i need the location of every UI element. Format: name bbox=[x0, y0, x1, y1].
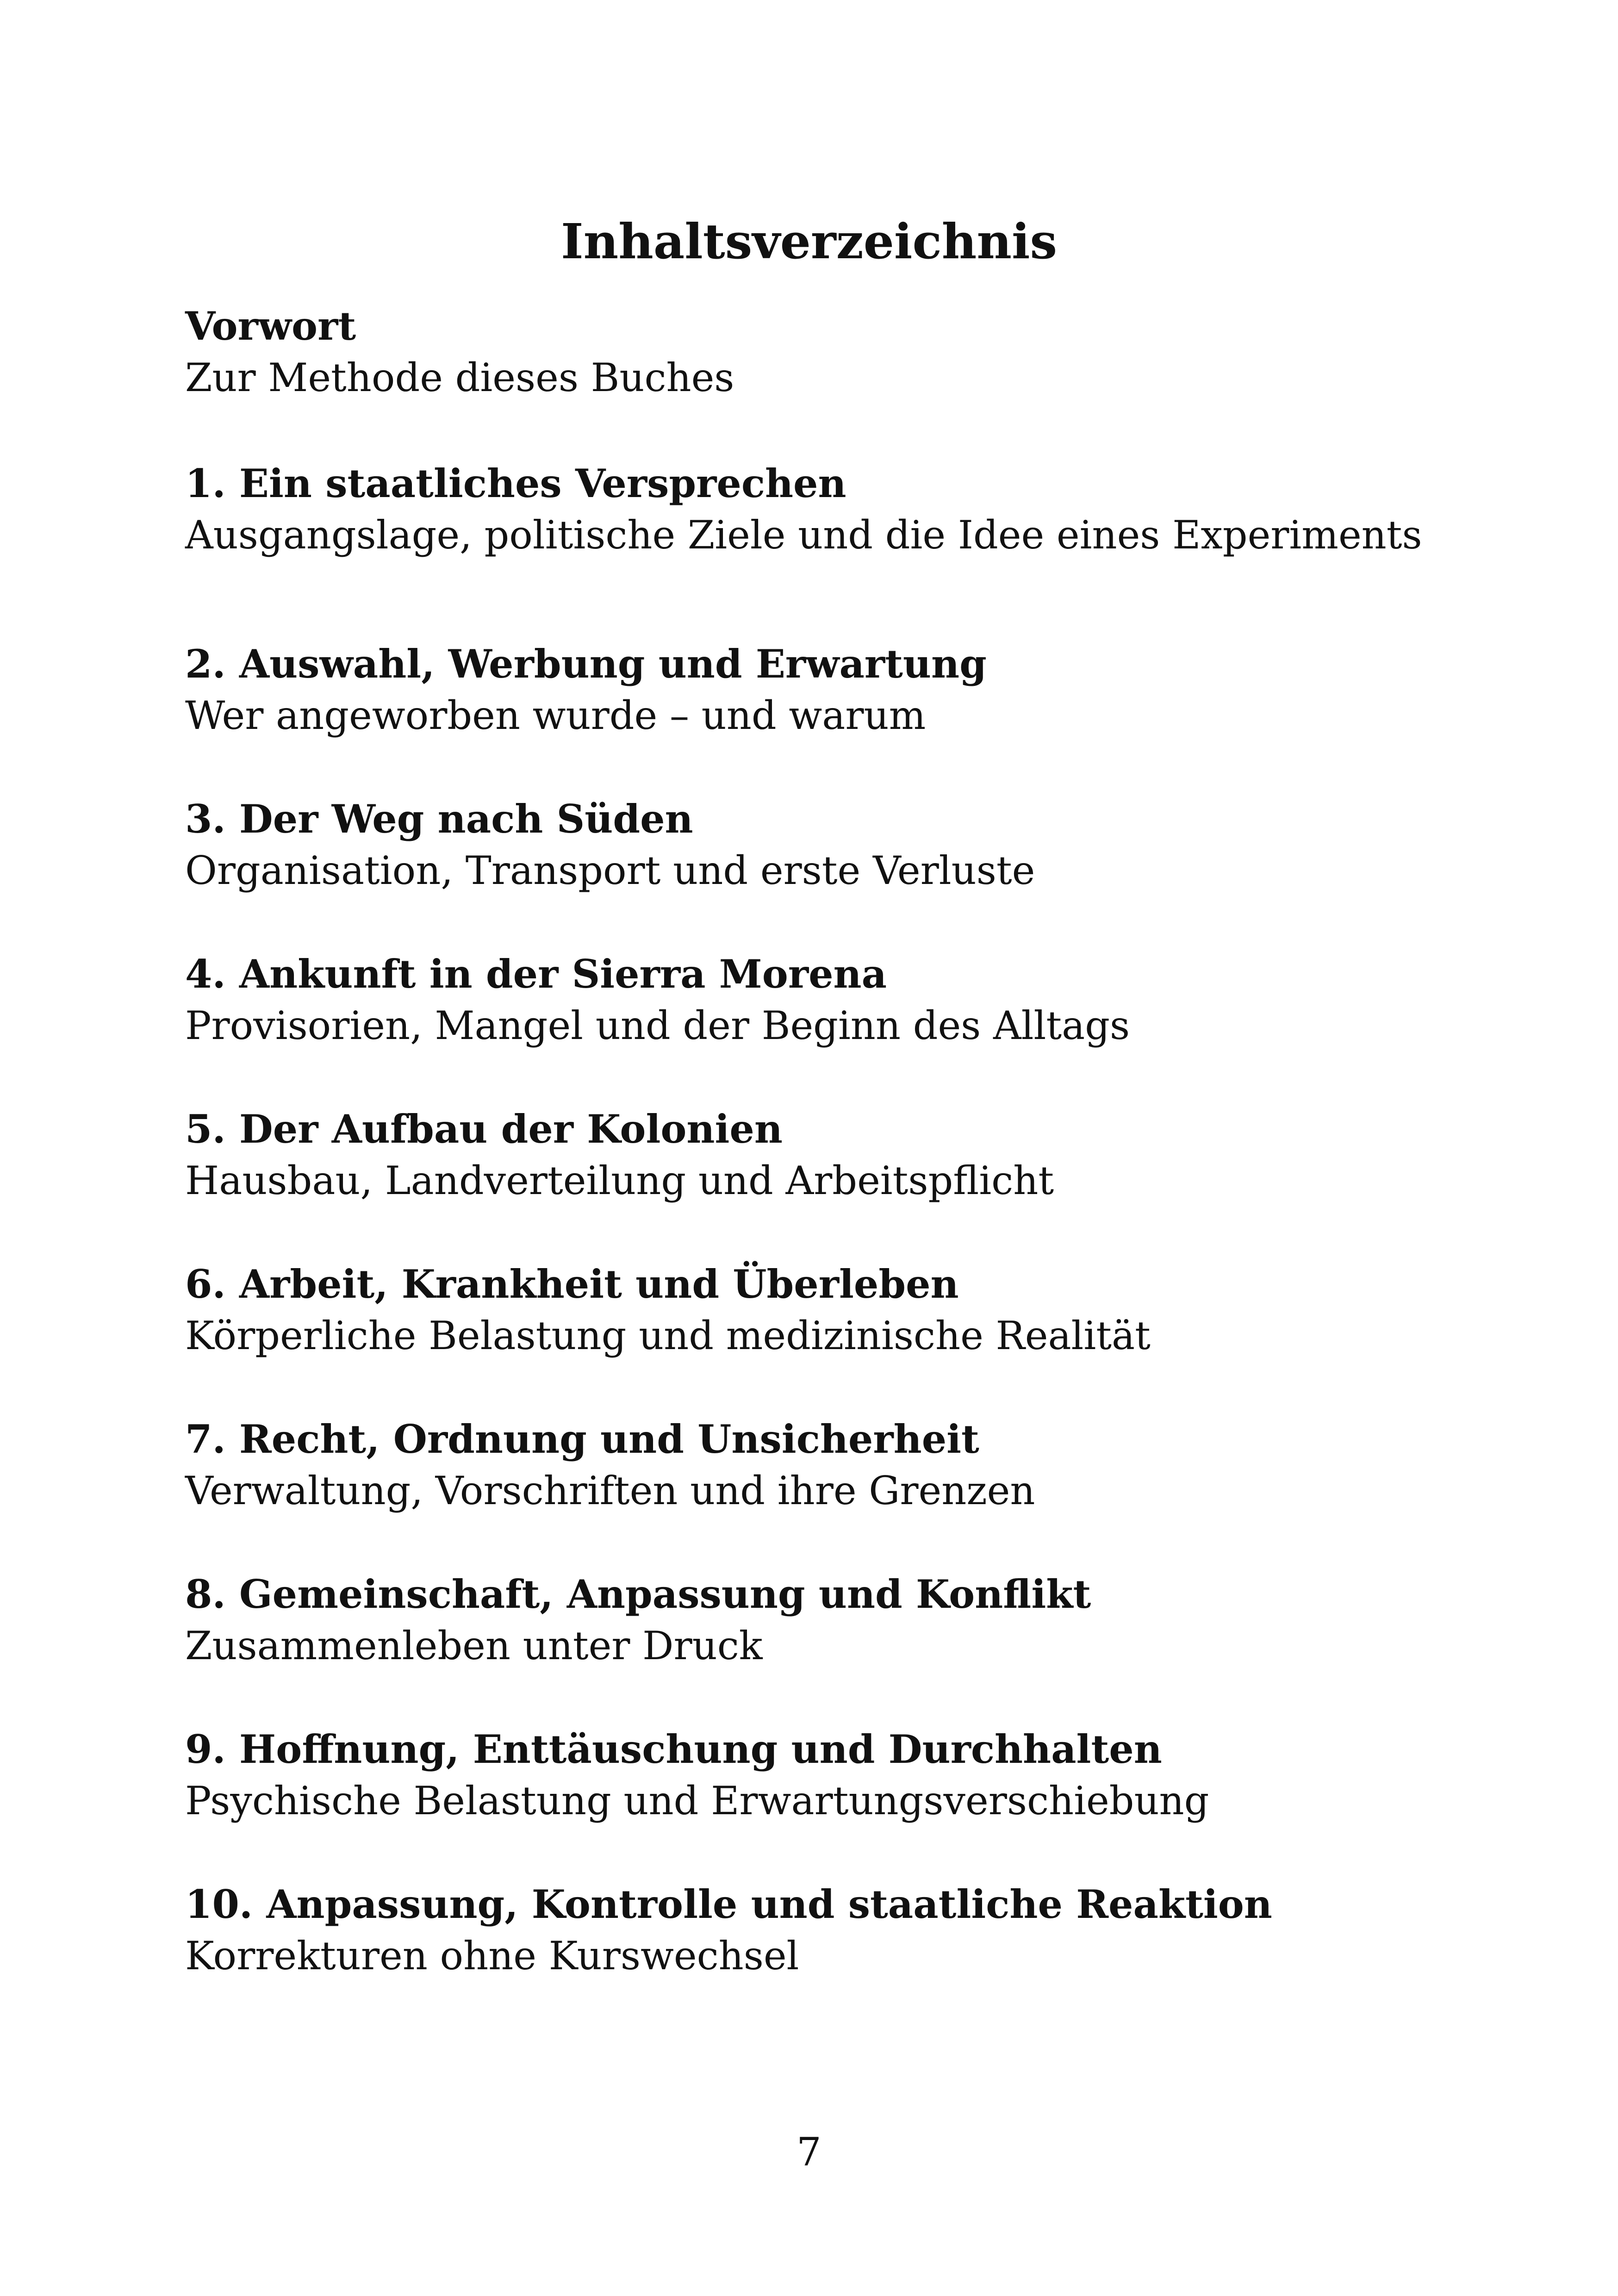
toc-entry-chapter-2[interactable] bbox=[185, 641, 1527, 742]
toc-entry-vorwort[interactable] bbox=[185, 303, 1527, 404]
page-number: 7 bbox=[797, 2129, 821, 2175]
toc-entry-heading: 8. Gemeinschaft, Anpassung und Konflikt bbox=[185, 1571, 1091, 1617]
toc-entry-heading: 9. Hoffnung, Enttäuschung und Durchhalten bbox=[185, 1726, 1162, 1772]
toc-entry-chapter-7[interactable] bbox=[185, 1416, 1527, 1517]
toc-entry-subtitle: Ausgangslage, politische Ziele und die Idee eines Experiments bbox=[185, 512, 1422, 558]
toc-entry-subtitle: Provisorien, Mangel und der Beginn des Alltags bbox=[185, 1002, 1130, 1048]
toc-entry-subtitle: Verwaltung, Vorschriften und ihre Grenzen bbox=[185, 1468, 1035, 1513]
toc-entry-heading: 6. Arbeit, Krankheit und Überleben bbox=[185, 1261, 959, 1307]
toc-entry-heading: 3. Der Weg nach Süden bbox=[185, 796, 693, 842]
toc-entry-subtitle: Wer angeworben wurde – und warum bbox=[185, 692, 926, 738]
toc-entry-heading: 5. Der Aufbau der Kolonien bbox=[185, 1106, 783, 1152]
toc-entry-subtitle: Hausbau, Landverteilung und Arbeitspflicht bbox=[185, 1157, 1054, 1203]
toc-entry-chapter-3[interactable] bbox=[185, 796, 1527, 897]
toc-entry-chapter-1[interactable] bbox=[185, 460, 1527, 561]
page-title: Inhaltsverzeichnis bbox=[560, 212, 1058, 270]
toc-entry-subtitle: Zusammenleben unter Druck bbox=[185, 1623, 763, 1668]
toc-entry-chapter-4[interactable] bbox=[185, 951, 1527, 1052]
toc-entry-chapter-9[interactable] bbox=[185, 1726, 1527, 1827]
toc-entry-subtitle: Organisation, Transport und erste Verluste bbox=[185, 847, 1035, 893]
toc-entry-subtitle: Psychische Belastung und Erwartungsverschiebung bbox=[185, 1778, 1209, 1823]
toc-entry-chapter-5[interactable] bbox=[185, 1106, 1527, 1207]
toc-entry-heading: 2. Auswahl, Werbung und Erwartung bbox=[185, 641, 987, 687]
toc-entry-subtitle: Zur Methode dieses Buches bbox=[185, 355, 734, 400]
toc-entry-chapter-8[interactable] bbox=[185, 1571, 1527, 1672]
toc-entry-heading: Vorwort bbox=[185, 303, 356, 349]
toc-entry-heading: 10. Anpassung, Kontrolle und staatliche Reaktion bbox=[185, 1881, 1272, 1927]
toc-entry-subtitle: Korrekturen ohne Kurswechsel bbox=[185, 1933, 799, 1979]
toc-entry-subtitle: Körperliche Belastung und medizinische Realität bbox=[185, 1313, 1151, 1358]
toc-entry-chapter-6[interactable] bbox=[185, 1261, 1527, 1362]
toc-entry-heading: 7. Recht, Ordnung und Unsicherheit bbox=[185, 1416, 979, 1462]
toc-entry-heading: 1. Ein staatliches Versprechen bbox=[185, 460, 846, 506]
toc-entry-heading: 4. Ankunft in der Sierra Morena bbox=[185, 951, 887, 997]
toc-entry-chapter-10[interactable] bbox=[185, 1881, 1527, 1982]
